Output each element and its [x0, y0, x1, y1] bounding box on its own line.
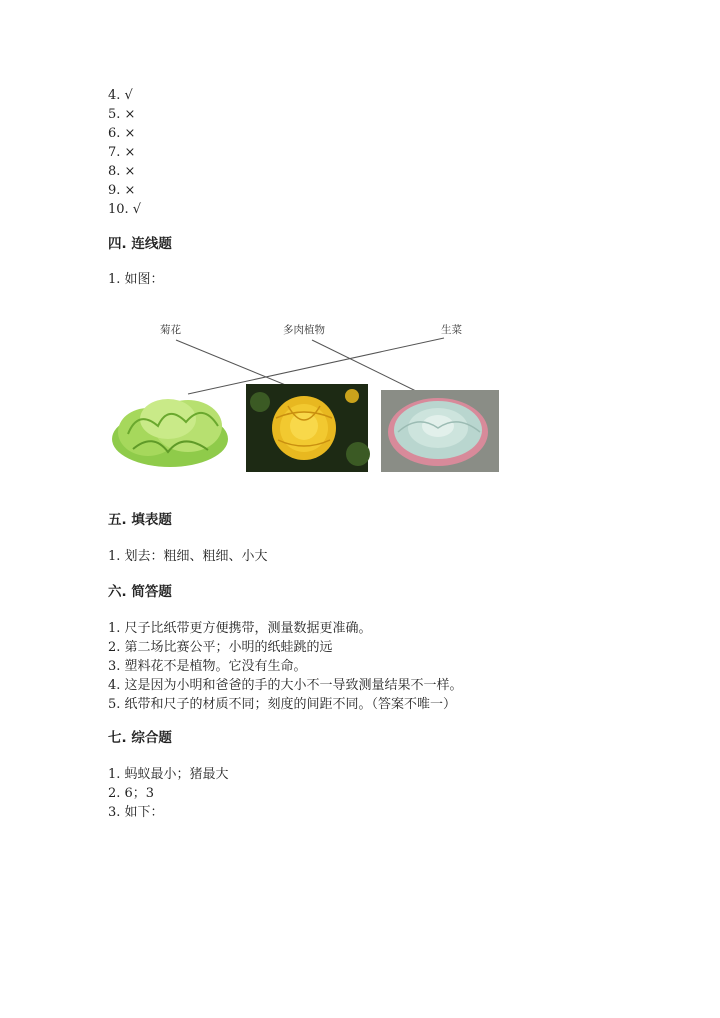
- section-heading-table: 五. 填表题: [108, 512, 172, 528]
- short-answer-item: 3. 塑料花不是植物。它没有生命。: [108, 659, 307, 674]
- lettuce-image: [112, 399, 228, 467]
- label-lettuce: 生菜: [441, 324, 462, 336]
- section-heading-comprehensive: 七. 综合题: [108, 730, 172, 746]
- matching-lines-and-photos: [108, 314, 508, 476]
- answer-line: 7. ×: [108, 145, 136, 160]
- label-succulent: 多肉植物: [283, 324, 325, 336]
- matching-figure: [108, 314, 508, 476]
- short-answer-item: 1. 尺子比纸带更方便携带，测量数据更准确。: [108, 621, 372, 636]
- succulent-image: [381, 390, 499, 472]
- section-heading-short-answer: 六. 简答题: [108, 584, 172, 600]
- true-false-answers: [108, 86, 141, 219]
- short-answer-list: [108, 619, 463, 714]
- answer-line: 5. ×: [108, 107, 136, 122]
- answer-line: 4. √: [108, 88, 133, 103]
- short-answer-item: 2. 第二场比赛公平；小明的纸蛙跳的远: [108, 640, 333, 655]
- comprehensive-answer-list: [108, 765, 229, 822]
- matching-answer: 1. 如图：: [108, 272, 164, 287]
- answer-line: 10. √: [108, 202, 142, 217]
- table-answer: 1. 划去：粗细、粗细、小大: [108, 549, 268, 564]
- answer-line: 8. ×: [108, 164, 136, 179]
- comprehensive-item: 3. 如下：: [108, 805, 164, 820]
- comprehensive-item: 2. 6；3: [108, 786, 155, 801]
- section-heading-matching: 四. 连线题: [108, 236, 172, 252]
- label-chrysanthemum: 菊花: [160, 324, 181, 336]
- short-answer-item: 4. 这是因为小明和爸爸的手的大小不一导致测量结果不一样。: [108, 678, 463, 693]
- answer-line: 9. ×: [108, 183, 136, 198]
- comprehensive-item: 1. 蚂蚁最小；猪最大: [108, 767, 229, 782]
- short-answer-item: 5. 纸带和尺子的材质不同；刻度的间距不同。（答案不唯一）: [108, 697, 457, 712]
- chrysanthemum-image: [246, 384, 370, 472]
- line-chrysanthemum-to-photo: [176, 340, 288, 386]
- answer-line: 6. ×: [108, 126, 136, 141]
